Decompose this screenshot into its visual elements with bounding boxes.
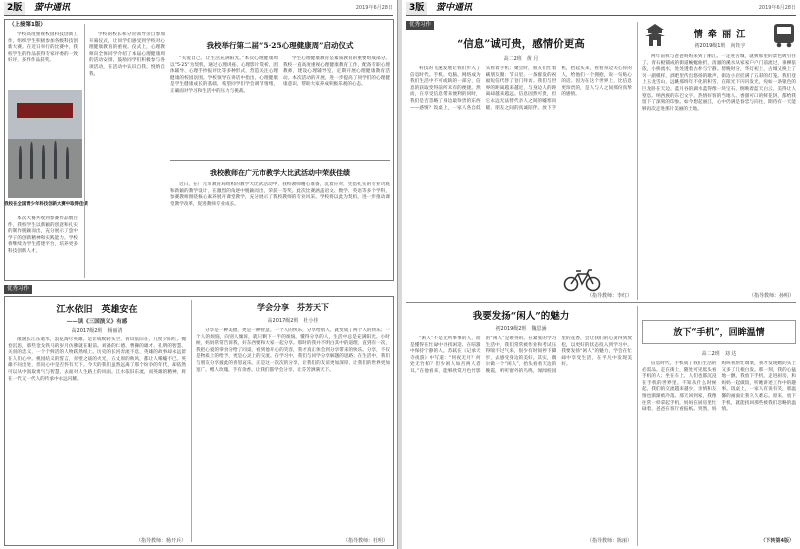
continued-tag: （上接第1版） [6,21,49,30]
article1-title: 我校举行第二届“5·25心理健康周”启动仪式 [206,41,354,50]
essay2-body: 分享是一种美德，更是一种智慧。一个人的快乐，分享给别人，就变成了两个人的快乐；一个人的烦恼，向别人倾诉，就只剩下一半的烦恼。懂得分享的人，生活中总是充满阳光。小时候，妈妈常常告诉我，好东西要和大家一起分享。那时的我并不明白其中的道理，直到有一次，我把心爱的零食分给了同桌，看到他开心的笑容，我才真正体会到分享带来的快乐。分享，不仅是物质上的给予，更是心灵上的交流。在学习中，我们与同学分享解题的思路；在生活中，我们与朋友分享彼此的喜怒哀乐。正是这一次次的分享，让我们的友谊更加深厚，让我们的世界更加宽广。赠人玫瑰，手有余香。让我们都学会分享，让芬芳洒满天下。 [196,328,390,373]
essay2-teacher: （指导教师：杜明） [342,538,388,544]
essay-info-teacher: （指导教师：李红） [586,293,632,299]
essay-info-byline: 高二2班 黄 月 [503,56,539,62]
paper-name: 萤中通讯 [436,3,473,13]
article1-column-b: “关爱自己，让生活充满阳光。”本次心理健康周以“5·25”为契机，通过心理讲座、心理影片赏析、团体辅导、心理手抄报评比等多种形式，营造关注心理健康的校园氛围。学校领导在讲话中指出，心理健康是学生健康成长的基础，希望同学们学会调节情绪，正确面对学习和生活中的压力与挑战。 [170,56,278,94]
page-number: 3版 [406,2,427,15]
essay1-title: 江水依旧 英雄安在 [56,305,138,315]
essay2-title: 学会分享 芬芳天下 [257,302,329,312]
page-left [0,0,398,549]
essay-idle-byline: 初2019级2班 魏思涵 [495,326,547,332]
essay2-byline: 高2017级2班 杜小佳 [267,318,319,324]
essay-lijiang-byline: 初2019级1班 向钰宇 [694,43,746,49]
essay1-teacher: （指导教师：杨开兵） [135,538,186,544]
essay-phone-title: 放下“手机”，回眸温情 [673,328,765,338]
article1-column-c: 学生心理健康教育是素质教育的重要组成部分。我校一直高度重视心理健康教育工作，配备专职心理教师，建设心理辅导室，定期开展心理健康教育活动。本次活动的开展，进一步提高了同学们的心理健康意识，帮助大家养成积极乐观的心态。 [283,56,390,88]
essay-info-title: “信息”诚可贵，感情价更高 [457,38,585,50]
section-tag-essays: 优秀习作 [406,21,434,30]
section-tag-essays: 优秀习作 [4,285,32,294]
article1-column-a: 学校的校长和分管领导亲自参加开幕仪式，让同学们感受到学校对心理健康教育的重视。仪式上，心理教师向全体同学介绍了本届心理健康周的活动安排，鼓励同学们积极参与各项活动，在活动中认识自我、悦纳自我。 [89,32,165,77]
bicycle-icon [562,268,602,292]
essay-info-body: 科技的飞速发展让我们步入了信息时代。手机、电脑、网络成为我们生活中不可或缺的一部分，信息的获取变得前所未有的便捷。然而，在享受信息带来便利的同时，我们是否忽略了身边最珍贵的东西——感情？饭桌上，一家人各自低头看着手机；聚会时，朋友们忙着刷朋友圈；节日里，一条群发的祝福短信代替了登门拜访。我们与世界的距离越来越近，与身边人的距离却越来越远。信息固然可贵，但它永远无法替代亲人之间的嘘寒问暖、朋友之间的真诚陪伴。放下手机，抬起头来，看看身边关心你的人，给他们一个拥抱，说一句贴心的话。因为在这个世界上，比信息更珍贵的，是人与人之间那份真挚的感情。 [410,66,632,111]
essay-lijiang-title: 情 牵 丽 江 [693,30,747,40]
essay1-subtitle: ——读《三国演义》有感 [66,319,128,325]
bus-icon [772,22,796,48]
paper-name: 萤中通讯 [34,3,71,13]
essay-idle-teacher: （指导教师：陈丽） [586,538,632,544]
issue-date: 2019年6月28日 [758,5,796,11]
essay-idle-body: “闲人”不是无所事事的人，而是懂得在忙碌中寻找闲适、在喧嚣中保持宁静的人。苏轼在《记承天寺夜游》中写道：“何夜无月？何处无竹柏？但少闲人如吾两人者耳。”在他看来，能够欣赏月色竹影的“闲人”是难得的。在紧张的学习生活中，我们常常被作业和考试压得喘不过气来，很少有时间停下脚步，去感受身边的美好。其实，偶尔做一个“闲人”，抬头看看天边的晚霞，听听窗外的鸟鸣，闻闻校园里的花香，会让我们的心灵得到放松，以更好的状态投入到学习中。我要发扬“闲人”的魅力，学会在忙碌中享受生活，在平凡中发现美好。 [410,336,632,374]
side-column: 学校高度重视校园科技创新工作，组织学生积极参加各级科技创新大赛。在近日举行的比赛中，我校学生的作品获得专家评委的一致好评，多件作品获奖。 [8,32,78,64]
page-right [402,0,800,549]
side-column-continued: 本次大赛共收到参赛作品数百件，我校学生以新颖的创意和扎实的制作脱颖而出，充分展示了萤中学子的创新精神和实践能力。学校将继续为学生搭建平台，培养更多科技创新人才。 [8,216,78,254]
essay1-byline: 高2017级2班 杨丽清 [71,328,123,334]
essay-lijiang-teacher: （指导教师：孙明） [748,293,794,299]
essay-idle-title: 我要发扬“闲人”的魅力 [472,311,570,322]
page-number: 2版 [4,2,25,15]
essay-lijiang-body: 两年前我与爸爸妈妈来到了丽江。一走进古城，就被那里的景色吸引住了。青石板铺成的街道蜿蜒曲折，清澈的溪水从家家户户门前流过，垂柳依依，小桥流水，处处透着古朴与宁静。傍晚时分，华灯初上，古城又换上了另一副模样，酒吧里传出悠扬的歌声，街边小店挂满了五彩的灯笼。我们登上玉龙雪山，远眺那终年不化的积雪，在阳光下闪闪发光，宛如一条银色的巨龙卧在天边。蓝月谷的湖水蓝得像一块宝石，倒映着蓝天白云，美得让人窒息。纳西族的东巴文字、热情好客的当地人、香甜可口的鲜花饼，都给我留下了深刻的印象。如今想起丽江，心中仍满是眷恋与向往，期待有一天能够再次走进那片美丽的土地。 [642,54,796,112]
masthead-left [4,2,393,16]
essay1-body: 滚滚长江东逝水，浪花淘尽英雄。是非成败转头空，青山依旧在，几度夕阳红。掩卷沉思，那些金戈铁马的岁月仿佛就在眼前。刘备的仁德、曹操的雄才、孔明的智慧、关羽的忠义，一个个鲜活的人物跃然纸上。历史的长河奔流不息，英雄的故事却永远留在人们心中。桃园结义的誓言，赤壁之战的火光，五丈原的秋风，都让人唏嘘不已。英雄不问出处，但问心中是否怀有天下。今天的我们虽然远离了那个纷争的年代，却依然可以从中汲取勇气与智慧，去面对人生路上的风雨。江水依旧东流，而英雄的精神，将在一代又一代人的传承中永远闪耀。 [8,337,186,382]
pagoda-icon [642,22,668,48]
masthead-right [406,2,796,16]
essay-phone-body: 信息时代，手机成了我们生活的必需品。走在街上，随处可见低头看手机的人；坐在车上，人们也都沉浸在手机的世界里。不知从什么时候起，我们的交流越来越少，亲情和友情也渐渐被冷落。那天回到家，我像往常一样拿起手机，妈妈在厨房里忙碌着，爸爸在客厅看报纸。突然，妈妈叫我帮忙端菜，我才发现她的头上又多了几根白发。那一刻，我的心猛地一颤。我放下手机，走进厨房，和妈妈一起做饭，听她讲述工作中的趣事。饭桌上，一家人有说有笑，那温馨的画面让我久久难忘。原来，放下手机，就能找回那些被我们忽略的温情。 [642,361,796,413]
contest-photo [8,90,82,198]
photo-caption: 我校在全国青少年科技创新大赛中取得佳绩 [4,202,88,207]
article2-title: 我校教师在广元市教学大比武活动中荣获佳绩 [210,168,350,177]
continued-note: （下转第4版） [760,538,794,544]
article2-body: 近日，在广元市教育局组织的教学大比武活动中，我校教师精心准备，沉着应对，凭借扎实的专业功底和新颖的教学设计，在激烈的角逐中脱颖而出，荣获一等奖。此次比赛涵盖语文、数学、英语等多个学科，参赛教师围绕核心素养展开课堂教学，充分展示了我校教师的专业风采。学校将以此为契机，进一步推动课堂教学改革，促进教师专业成长。 [170,182,390,207]
essay-phone-byline: 高二2班 刘 达 [701,351,737,357]
issue-date: 2019年6月28日 [355,5,393,11]
